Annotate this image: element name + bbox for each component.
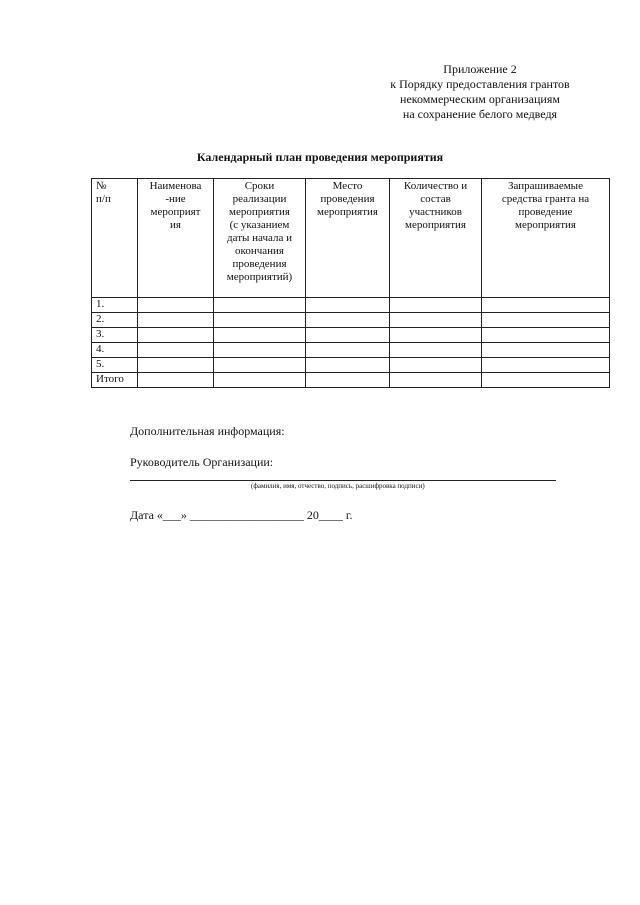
appendix-line: к Порядку предоставления грантов: [390, 77, 570, 91]
document-title: Календарный план проведения мероприятия: [196, 150, 444, 164]
column-header-text: № п/п: [96, 180, 111, 205]
table-cell: [214, 343, 306, 358]
table-cell: [138, 313, 214, 328]
column-header-text: Сроки реализации мероприятия (с указанием даты начала и окончания проведения мероприятий): [226, 180, 293, 283]
table-cell: [138, 298, 214, 313]
table-cell: [482, 328, 610, 343]
appendix-header: [360, 62, 600, 122]
column-header-participants: [390, 179, 482, 298]
table-cell: [390, 328, 482, 343]
table-cell: [482, 373, 610, 388]
table-cell: [482, 343, 610, 358]
column-header-text: Количество и состав участников мероприятия: [403, 180, 468, 231]
column-header-dates: [214, 179, 306, 298]
date-line: Дата «___» ___________________ 20____ г.: [130, 508, 353, 522]
row-label-cell: 5.: [92, 358, 138, 373]
table-row: [92, 298, 610, 313]
row-label-cell: 4.: [92, 343, 138, 358]
additional-info-label: Дополнительная информация:: [130, 424, 285, 438]
row-label-cell: 1.: [92, 298, 138, 313]
appendix-line: на сохранение белого медведя: [402, 107, 558, 121]
row-label-cell: 2.: [92, 313, 138, 328]
table-cell: [138, 328, 214, 343]
table-cell: [214, 358, 306, 373]
table-cell: [306, 328, 390, 343]
row-label-cell: 3.: [92, 328, 138, 343]
appendix-line: некоммерческим организациям: [400, 92, 560, 106]
table-cell: [214, 373, 306, 388]
table-cell: [214, 298, 306, 313]
appendix-line: Приложение 2: [443, 62, 517, 76]
table-row: [92, 343, 610, 358]
table-row: [92, 313, 610, 328]
table-cell: [214, 328, 306, 343]
signature-caption: (фамилия, имя, отчество, подпись, расшифровка подписи): [251, 482, 425, 490]
signature-line: [130, 480, 556, 481]
table-cell: [306, 373, 390, 388]
row-label-cell: Итого: [92, 373, 138, 388]
table-cell: [306, 313, 390, 328]
column-header-text: Место проведения мероприятия: [317, 180, 378, 218]
table-cell: [306, 343, 390, 358]
table-cell: [390, 298, 482, 313]
table-row: [92, 373, 610, 388]
column-header-grant-funds: [482, 179, 610, 298]
table-row: [92, 358, 610, 373]
column-header-text: Запрашиваемые средства гранта на проведение мероприятия: [501, 180, 590, 231]
head-of-organization-label: Руководитель Организации:: [130, 455, 274, 469]
table-cell: [390, 313, 482, 328]
table-cell: [138, 343, 214, 358]
event-plan-table: [91, 178, 610, 388]
table-cell: [482, 358, 610, 373]
table-cell: [214, 313, 306, 328]
table-cell: [138, 358, 214, 373]
table-cell: [306, 298, 390, 313]
table-cell: [390, 358, 482, 373]
column-header-text: Наименова -ние мероприят ия: [149, 180, 202, 231]
column-header-location: [306, 179, 390, 298]
table-cell: [390, 373, 482, 388]
table-cell: [482, 313, 610, 328]
column-header-event-name: [138, 179, 214, 298]
table-cell: [482, 298, 610, 313]
table-cell: [138, 373, 214, 388]
column-header-number: [92, 179, 138, 298]
table-cell: [306, 358, 390, 373]
table-header-row: [92, 179, 610, 298]
table-cell: [390, 343, 482, 358]
table-row: [92, 328, 610, 343]
